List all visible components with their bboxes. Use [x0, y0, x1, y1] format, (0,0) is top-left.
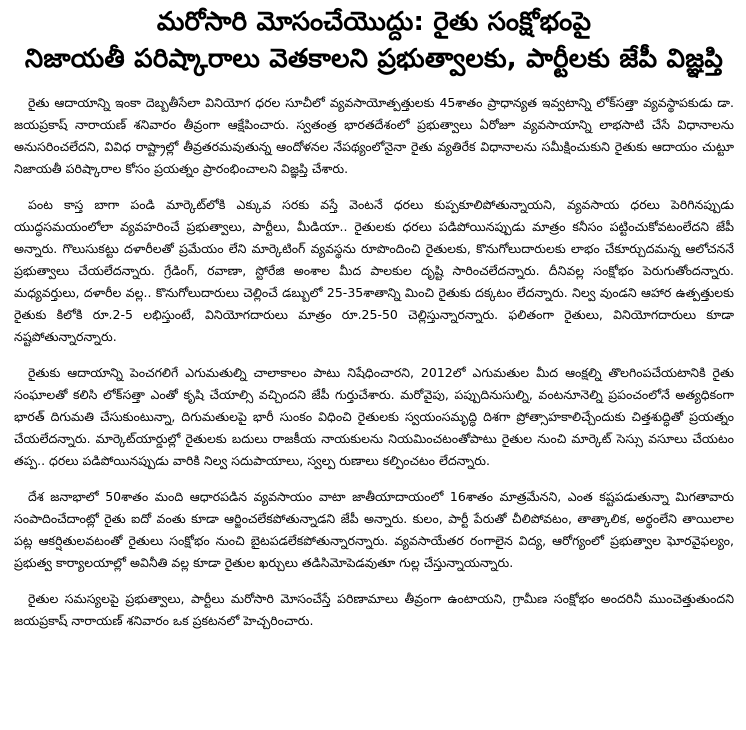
article-paragraph-1: రైతు ఆదాయాన్ని ఇంకా దెబ్బతీసేలా వినియోగ ధరల సూచీలో వ్యవసాయోత్పత్తులకు 45శాతం ప్రాధాన్యత ఇవ్వటాన్ని లోక్‌సత్తా వ్యవస్థాపకుడు డా. జయప్రకాష్ నారాయణ్ శనివారం తీవ్రంగా ఆక్షేపించారు. స్వతంత్ర భారతదేశంలో ప్రభుత్వాలు ఏరోజూ వ్యవసాయాన్ని లాభసాటి చేసే విధానాలను అనుసరించలేదని, వివిధ రాష్ట్రాల్లో తీవ్రతరమవుతున్న ఆందోళనల నేపథ్యంలోనైనా రైతు వ్యతిరేక విధానాలను సమీక్షించుకుని రైతుకు ఆదాయం చుట్టూ నిజాయతీ పరిష్కారాల కోసం ప్రయత్నం ప్రారంభించాలని విజ్ఞప్తి చేశారు.	[14, 95, 734, 176]
article-paragraph-4: దేశ జనాభాలో 50శాతం మంది ఆధారపడిన వ్యవసాయం వాటా జాతీయాదాయంలో 16శాతం మాత్రమేనని, ఎంత కష్టపడుతున్నా మిగతావారు సంపాదించేదాంట్లో రైతు ఐదో వంతు కూడా ఆర్జించలేకపోతున్నాడని జేపీ అన్నారు. కులం, పార్టీ పేరుతో చీలిపోవటం, తాత్కాలిక, అర్థంలేని తాయిలాల పట్ల ఆకర్షితులవటంతో రైతులు సంక్షోభం నుంచి బైటపడలేకపోతున్నారన్నారు. వ్యవసాయేతర రంగాలైన విద్య, ఆరోగ్యంలో ప్రభుత్వాల ఘోరవైఫల్యం, ప్రభుత్వ కార్యాలయాల్లో అవినీతి వల్ల కూడా రైతుల ఖర్చులు తడిసిమోపెడవుతూ గుల్ల చేస్తున్నాయన్నారు.	[14, 489, 734, 570]
article-body	[14, 92, 734, 632]
article-paragraph-3: రైతుకు ఆదాయాన్ని పెంచగలిగే ఎగుమతుల్ని చాలాకాలం పాటు నిషేధించారని, 2012లో ఎగుమతుల మీద ఆంక్షల్ని తొలగింపచేయటానికి రైతు సంఘాలతో కలిసి లోక్‌సత్తా ఎంతో కృషి చేయాల్సి వచ్చిందని జేపీ గుర్తుచేశారు. మరోవైపు, పప్పుదినుసుల్ని, వంటనూనెల్ని ప్రపంచంలోనే అత్యధికంగా భారత్ దిగుమతి చేసుకుంటున్నా, దిగుమతులపై భారీ సుంకం విధించి రైతులకు స్వయంసమృద్ధి దిశగా ప్రోత్సాహకాలిచ్చేందుకు చిత్తశుద్ధితో ప్రయత్నం చేయలేదన్నారు. మార్కెట్‌యార్డుల్లో రైతులకు బదులు రాజకీయ నాయకులను నియమించటంతోపాటు రైతుల నుంచి మార్కెట్ సెస్సు వసూలు చేయటం తప్ప.. ధరలు పడిపోయినప్పుడు వారికి నిల్వ సదుపాయాలు, స్వల్ప రుణాలు కల్పించటం లేదన్నారు.	[14, 365, 734, 468]
article-headline	[14, 4, 734, 78]
headline-line-1: మరోసారి మోసంచేయొద్దు: రైతు సంక్షోభంపై	[156, 7, 592, 37]
article-paragraph-2: పంట కాస్త బాగా పండి మార్కెట్‌లోకి ఎక్కువ సరకు వస్తే వెంటనే ధరలు కుప్పకూలిపోతున్నాయని, వ్యవసాయ ధరలు పెరిగినప్పుడు యుద్ధసమయంలోలా వ్యవహరించే ప్రభుత్వాలు, పార్టీలు, మీడియా.. రైతులకు ధరలు పడిపోయినప్పుడు మాత్రం కనీసం పట్టించుకోవటంలేదని జేపీ అన్నారు. గొలుసుకట్టు దళారీలతో ప్రమేయం లేని మార్కెటింగ్ వ్యవస్థను రూపొందించి రైతులకు, కొనుగోలుదారులకు లాభం చేకూర్చుదమన్న ఆలోచననే ప్రభుత్వాలు చేయలేదన్నారు. గ్రేడింగ్, రవాణా, స్టోరేజి అంశాల మీద పాలకుల దృష్టి సారించలేదన్నారు. దీనివల్ల సంక్షోభం పెరుగుతోందన్నారు. మధ్యవర్తులు, దళారీల వల్ల.. కొనుగోలుదారులు చెల్లించే డబ్బులో 25-35శాతాన్ని మించి రైతుకు దక్కటం లేదన్నారు. నిల్వ వుండని ఆహార ఉత్పత్తులకు రైతుకు కిలోకి రూ.2-5 లభిస్తుంటే, వినియోగదారులు మాత్రం రూ.25-50 చెల్లిస్తున్నారన్నారు. ఫలితంగా రైతులు, వినియోగదారులు కూడా నష్టపోతున్నారన్నారు.	[14, 197, 734, 344]
headline-line-2: నిజాయతీ పరిష్కారాలు వెతకాలని ప్రభుత్వాలకు, పార్టీలకు జేపీ విజ్ఞప్తి	[24, 44, 724, 74]
article-paragraph-5: రైతుల సమస్యలపై ప్రభుత్వాలు, పార్టీలు మరోసారి మోసంచేస్తే పరిణామాలు తీవ్రంగా ఉంటాయని, గ్రామీణ సంక్షోభం అందరినీ ముంచెత్తుతుందని జయప్రకాష్ నారాయణ్ శనివారం ఒక ప్రకటనలో హెచ్చరించారు.	[14, 591, 734, 628]
